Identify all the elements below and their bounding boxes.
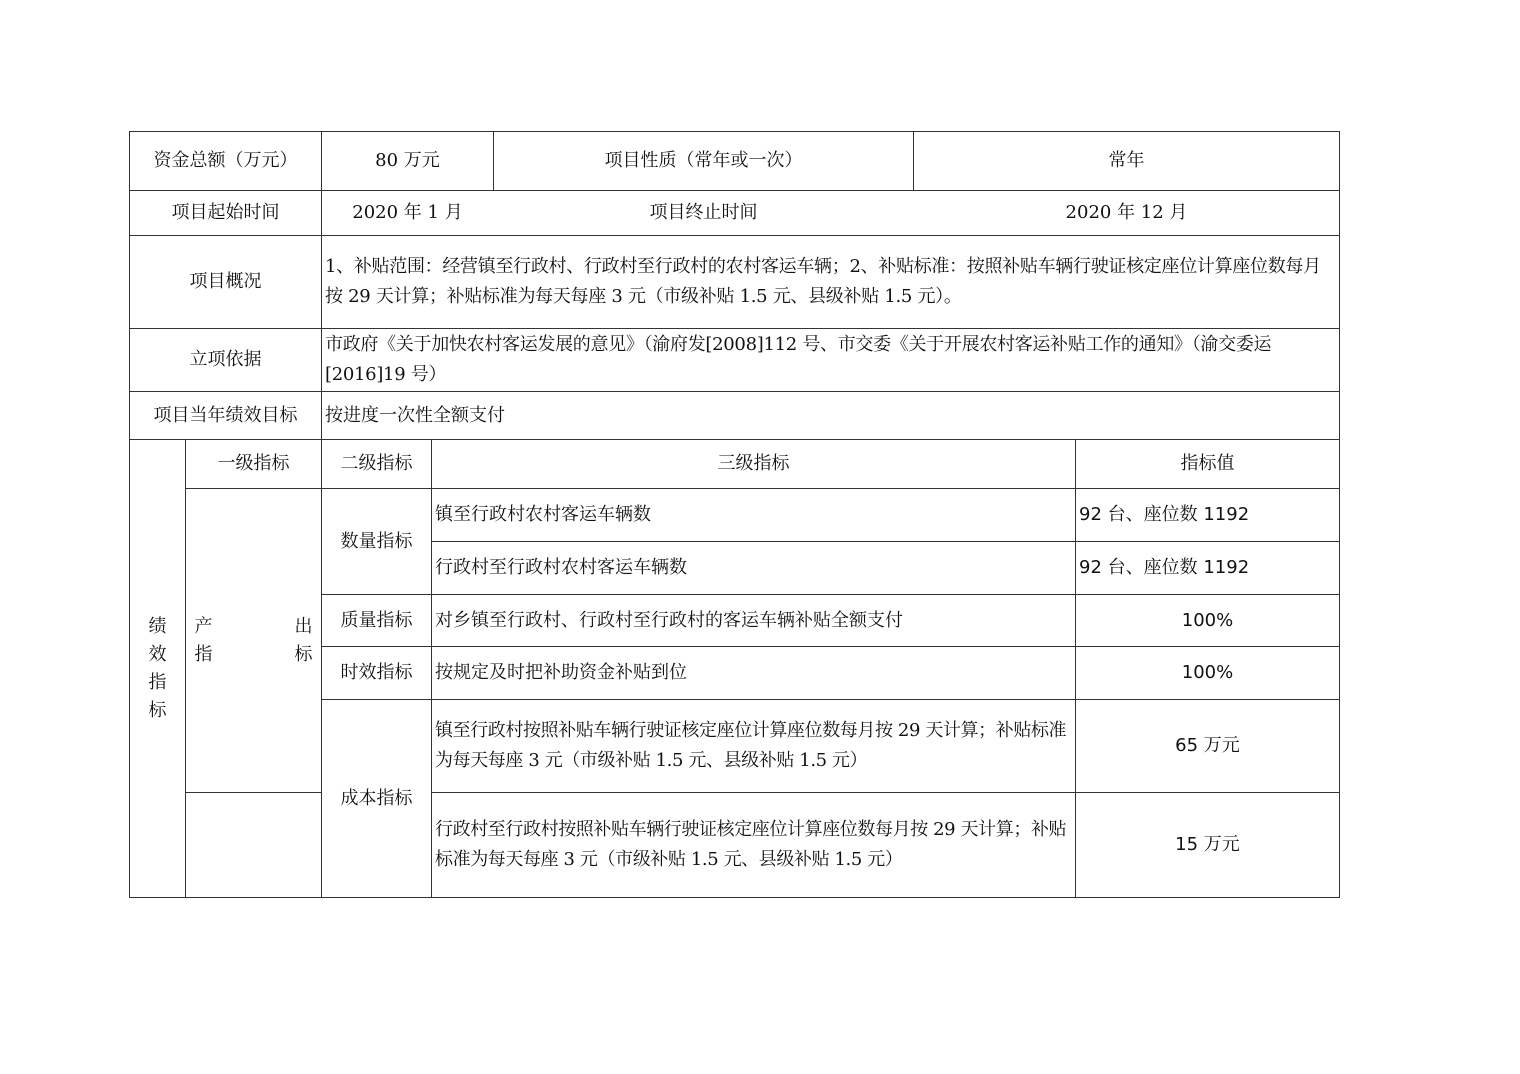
output-label-char: 出 <box>294 615 313 637</box>
indicator-value: 100% <box>1181 609 1234 631</box>
indicator-value: 15 万元 <box>1175 834 1240 855</box>
output-label-char: 产 <box>194 615 213 637</box>
level3-indicator: 镇至行政村按照补贴车辆行驶证核定座位计算座位数每月按 29 天计算；补贴标准为每天每座 3 元（市级补贴 1.5 元、县级补贴 1.5 元） <box>435 720 1067 771</box>
quality-indicator-label: 质量指标 <box>340 609 413 631</box>
funds-total-label: 资金总额（万元） <box>153 150 298 171</box>
output-label-line <box>195 613 313 641</box>
level3-indicator: 镇至行政村农村客运车辆数 <box>435 504 651 525</box>
output-label-char: 标 <box>294 643 313 665</box>
header-level1: 一级指标 <box>217 453 290 474</box>
goal-label: 项目当年绩效目标 <box>153 404 298 426</box>
header-level3: 三级指标 <box>717 453 790 474</box>
output-label-line <box>195 641 313 669</box>
cost-indicator-label: 成本指标 <box>340 787 413 809</box>
level3-indicator: 对乡镇至行政村、行政村至行政村的客运车辆补贴全额支付 <box>435 609 903 631</box>
level3-indicator: 按规定及时把补助资金补贴到位 <box>435 662 687 683</box>
indicator-value: 92 台、座位数 1192 <box>1079 557 1250 578</box>
level3-indicator: 行政村至行政村农村客运车辆数 <box>435 557 687 578</box>
end-time-value: 2020 年 12 月 <box>1065 202 1188 223</box>
indicators-group-label <box>130 440 185 897</box>
indicators-group-char: 效 <box>148 643 167 665</box>
timeliness-indicator-label: 时效指标 <box>340 662 413 683</box>
end-time-label: 项目终止时间 <box>649 202 758 223</box>
start-time-value: 2020 年 1 月 <box>352 202 463 223</box>
start-time-label: 项目起始时间 <box>171 202 280 223</box>
output-label-char: 指 <box>194 643 213 665</box>
indicators-group-char: 标 <box>148 699 167 721</box>
overview-text: 1、补贴范围：经营镇至行政村、行政村至行政村的农村客运车辆；2、补贴标准：按照补贴车辆行驶证核定座位计算座位数每月按 29 天计算；补贴标准为每天每座 3 元（市级补贴 1.5 元、县级补贴 1.5 元）。 <box>325 256 1321 307</box>
project-nature-value: 常年 <box>1108 150 1145 171</box>
quantity-indicator-label: 数量指标 <box>340 530 413 552</box>
overview-label: 项目概况 <box>189 271 262 292</box>
table-border-right <box>1339 131 1340 898</box>
funds-total-value: 80 万元 <box>375 150 440 171</box>
level3-indicator: 行政村至行政村按照补贴车辆行驶证核定座位计算座位数每月按 29 天计算；补贴标准为每天每座 3 元（市级补贴 1.5 元、县级补贴 1.5 元） <box>435 819 1067 870</box>
output-indicator-label <box>186 489 321 792</box>
goal-text: 按进度一次性全额支付 <box>325 404 505 426</box>
header-level2: 二级指标 <box>340 453 413 474</box>
table-border-bottom <box>129 897 1340 898</box>
row-divider <box>185 792 322 793</box>
indicators-group-char: 绩 <box>148 615 167 637</box>
indicator-value: 92 台、座位数 1192 <box>1079 504 1250 525</box>
indicator-value: 100% <box>1181 662 1234 683</box>
indicators-group-char: 指 <box>148 671 167 693</box>
basis-label: 立项依据 <box>189 349 262 370</box>
basis-text: 市政府《关于加快农村客运发展的意见》（渝府发[2008]112 号、市交委《关于开展农村客运补贴工作的通知》（渝交委运[2016]19 号） <box>325 334 1272 385</box>
project-nature-label: 项目性质（常年或一次） <box>604 150 803 171</box>
indicator-value: 65 万元 <box>1175 735 1240 756</box>
header-value: 指标值 <box>1180 453 1235 474</box>
